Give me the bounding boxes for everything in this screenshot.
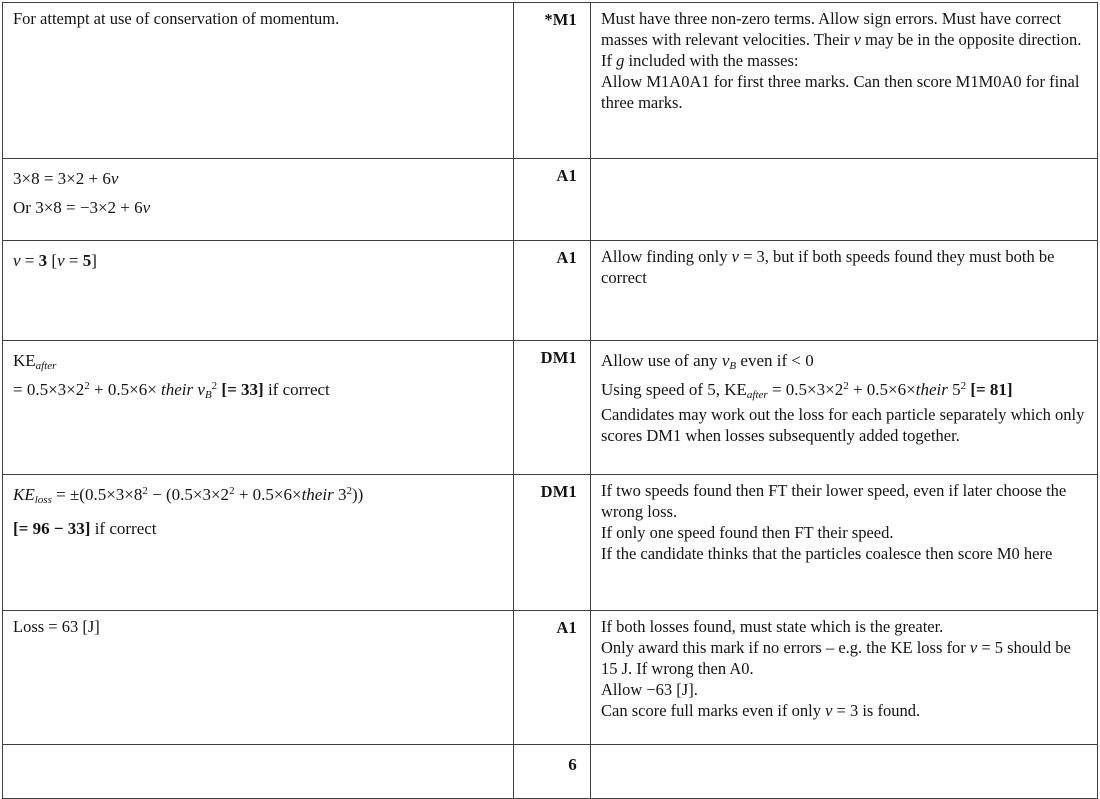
answer-cell [3, 341, 514, 475]
guidance-cell [591, 611, 1098, 745]
guidance-cell [591, 745, 1098, 799]
mark-label: 6 [568, 755, 577, 774]
mark-label: *M1 [544, 10, 577, 29]
table-row [3, 745, 1098, 799]
guidance-line: If the candidate thinks that the particles coalesce then score M0 here [601, 544, 1053, 563]
mark-cell [514, 475, 591, 611]
answer-line: Loss = 63 [J] [13, 617, 100, 636]
mark-label: DM1 [540, 348, 577, 367]
answer-line: $KE_{after}$ [13, 351, 57, 372]
answer-cell [3, 611, 514, 745]
answer-line: Or 3×8 = −3×2 + 6v [13, 198, 151, 217]
mark-label: DM1 [540, 482, 577, 501]
answer-line: [= 96 − 33] if correct [13, 519, 157, 538]
mark-label: A1 [556, 166, 577, 185]
guidance-line: Allow finding only v = 3, but if both speeds found they must both be correct [601, 247, 1055, 287]
answer-cell [3, 475, 514, 611]
answer-line: $KE_{loss} = \pm(0.5\times 3\times 8^2 - (0.5\times 3\times 2^2$ + 0.5×6×their $3^2$)) [13, 485, 364, 506]
mark-scheme-table [2, 2, 1098, 799]
mark-cell [514, 159, 591, 241]
table-row [3, 475, 1098, 611]
table-row [3, 611, 1098, 745]
answer-line: v = 3 [v = 5] [13, 251, 97, 270]
answer-cell [3, 745, 514, 799]
mark-scheme-page [0, 2, 1100, 774]
guidance-line: Allow −63 [J]. [601, 680, 698, 699]
guidance-line: Allow M1A0A1 for first three marks. Can then score M1M0A0 for final three marks. [601, 72, 1080, 112]
mark-cell [514, 3, 591, 159]
mark-cell [514, 341, 591, 475]
answer-line: For attempt at use of conservation of momentum. [13, 9, 340, 28]
guidance-cell [591, 241, 1098, 341]
guidance-line: Can score full marks even if only v = 3 is found. [601, 701, 921, 720]
mark-cell [514, 241, 591, 341]
guidance-cell [591, 341, 1098, 475]
guidance-cell [591, 159, 1098, 241]
mark-cell [514, 611, 591, 745]
guidance-line: If both losses found, must state which is the greater. [601, 617, 944, 636]
table-row [3, 341, 1098, 475]
mark-scheme-body [3, 3, 1098, 799]
mark-label: A1 [556, 618, 577, 637]
answer-cell [3, 3, 514, 159]
guidance-cell [591, 3, 1098, 159]
guidance-line: If only one speed found then FT their speed. [601, 523, 894, 542]
guidance-line: If g included with the masses: [601, 51, 799, 70]
answer-line: = $0.5\times 3\times 2^2 + 0.5\times 6\times$ their $v_B^2$ [= 33] if correct [13, 380, 330, 401]
guidance-line: Using speed of 5, $KE_{after} = 0.5\times 3\times 2^2$ + 0.5×6×their $5^2$ [= 81] [601, 380, 1013, 401]
answer-cell [3, 159, 514, 241]
table-row [3, 3, 1098, 159]
guidance-line: Candidates may work out the loss for each particle separately which only scores DM1 when losses subsequently added together. [601, 405, 1085, 445]
guidance-line: If two speeds found then FT their lower speed, even if later choose the wrong loss. [601, 481, 1067, 521]
mark-cell [514, 745, 591, 799]
mark-label: A1 [556, 248, 577, 267]
guidance-line: Allow use of any $v_B$ even if < 0 [601, 351, 814, 372]
guidance-cell [591, 475, 1098, 611]
table-row [3, 159, 1098, 241]
answer-line: 3×8 = 3×2 + 6v [13, 169, 119, 188]
table-row [3, 241, 1098, 341]
guidance-line: Only award this mark if no errors – e.g. the KE loss for v = 5 should be 15 J. If wrong then A0. [601, 638, 1071, 678]
guidance-line: Must have three non-zero terms. Allow sign errors. Must have correct masses with relevant velocities. Their v may be in the opposite direction. [601, 9, 1082, 49]
answer-cell [3, 241, 514, 341]
